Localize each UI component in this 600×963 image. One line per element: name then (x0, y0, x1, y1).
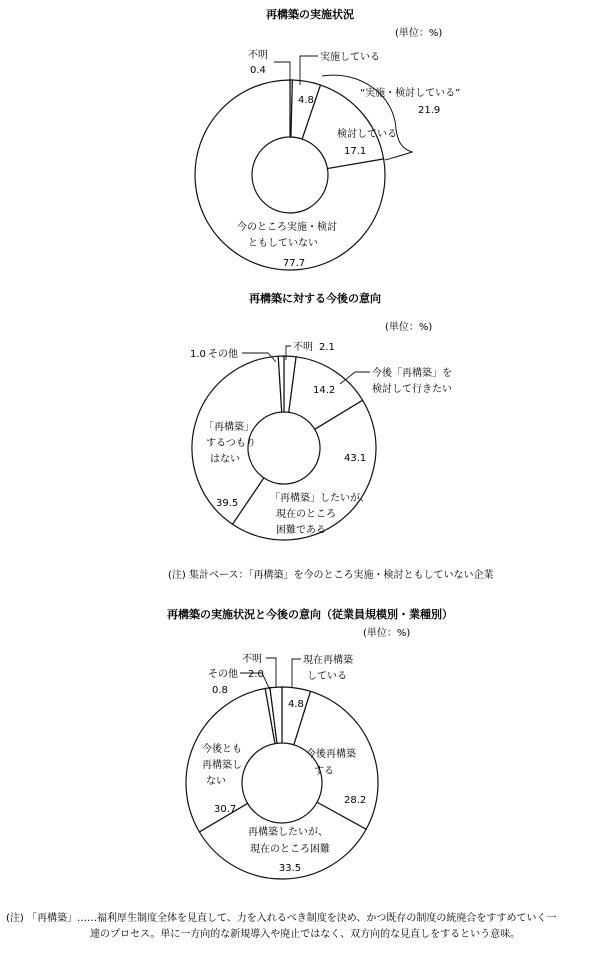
chart1-label-none-line2: ともしていない (248, 238, 318, 249)
chart2-value-difficult: 43.1 (344, 453, 367, 464)
chart2-value-future: 14.2 (313, 385, 336, 396)
chart3-value-current: 4.8 (288, 699, 304, 710)
chart3-leader-current (292, 659, 301, 688)
chart2-title: 再構築に対する今後の意向 (249, 292, 381, 305)
chart2-value-other: 1.0 (190, 349, 206, 360)
chart2-value-unknown: 2.1 (319, 342, 335, 353)
chart3-label-never-line2: 再構築し (202, 760, 242, 771)
chart3-label-never-line3: ない (206, 776, 226, 787)
footnote-line2: 連のプロセス。単に一方向的な新規導入や廃止ではなく、双方向的な見直しをするという意味。 (90, 929, 521, 940)
chart1-value-considering: 17.1 (344, 146, 367, 157)
chart2-label-nointent-line1: 「再構築」 (204, 422, 254, 433)
chart1-bracket-label: “実施・検討している” (360, 88, 461, 99)
chart1-label-none-line1: 今のところ実施・検討 (237, 222, 337, 233)
chart3-label-other: その他 (208, 669, 238, 680)
chart2-label-nointent-line3: はない (210, 454, 240, 465)
chart3-leader-unknown (266, 658, 276, 688)
chart3-title: 再構築の実施状況と今後の意向（従業員規模別・業種別） (167, 608, 453, 621)
chart3-label-difficult-line1: 再構築したいが、 (248, 827, 328, 838)
chart1-value-none: 77.7 (282, 258, 306, 269)
chart3-value-unknown: 2.0 (248, 669, 264, 680)
chart3-value-difficult: 33.5 (278, 863, 302, 874)
chart3-value-never: 30.7 (214, 804, 237, 815)
chart3-label-never-line1: 今後とも (202, 744, 242, 755)
chart3-value-other: 0.8 (212, 685, 228, 696)
chart3-label-unknown: 不明 (242, 654, 262, 665)
chart3-label-future-line1: 今後再構築 (306, 749, 356, 760)
chart2-value-nointent: 39.5 (216, 498, 239, 509)
chart2-label-future-line1: 今後「再構築」を (372, 368, 452, 379)
chart3-slice-1 (294, 691, 378, 829)
chart1-label-implementing: 実施している (320, 52, 380, 63)
chart3-label-current-line2: している (307, 671, 347, 682)
chart2-note: (注) 集計ベース：「再構築」を今のところ実施・検討ともしていない企業 (168, 570, 494, 581)
chart2-unit: (単位：%) (385, 322, 433, 333)
chart2-label-difficult-line1: 「再構築」したいが、 (270, 493, 370, 504)
chart2-label-difficult-line2: 現在のところ (276, 509, 336, 520)
chart2-label-unknown: 不明 (293, 342, 313, 353)
chart1-bracket-value: 21.9 (418, 105, 441, 116)
chart2-label-other: その他 (208, 349, 238, 360)
chart2-label-nointent-line2: するつもり (206, 438, 256, 449)
chart1-label-considering: 検討している (337, 129, 397, 140)
chart1-value-unknown: 0.4 (250, 65, 266, 76)
chart3-label-difficult-line2: 現在のところ困難 (250, 844, 330, 855)
chart1-unit: (単位：%) (395, 28, 443, 39)
chart2-label-future-line2: 検討して行きたい (372, 384, 452, 395)
chart1-title: 再構築の実施状況 (266, 8, 354, 21)
chart1-value-implementing: 4.8 (298, 95, 314, 106)
chart1-label-unknown: 不明 (248, 50, 268, 61)
footnote-line1: (注) 「再構築」……福利厚生制度全体を見直して、力を入れるべき制度を決め、かつ既存の制度の統廃合をすすめていく一 (6, 913, 557, 924)
chart3-label-future-line2: する (314, 766, 334, 777)
chart2-label-difficult-line3: 困難である (276, 525, 326, 536)
chart3-value-future: 28.2 (344, 795, 367, 806)
chart3-unit: (単位：%) (363, 628, 411, 639)
chart3-label-current-line1: 現在再構築 (303, 655, 353, 666)
